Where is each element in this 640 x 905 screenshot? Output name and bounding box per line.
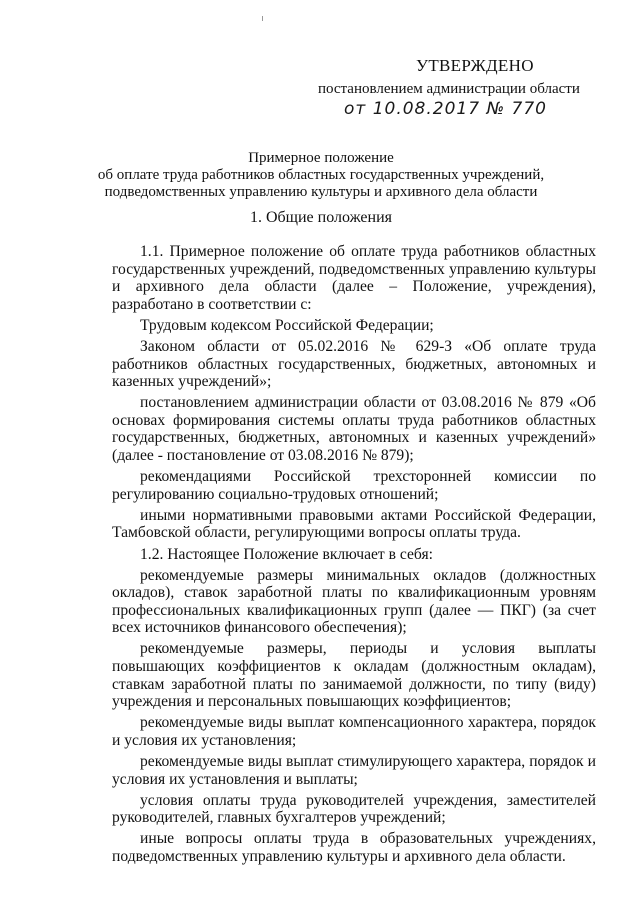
approval-stamp <box>318 56 618 120</box>
paragraph: постановлением администрации области от 03.08.2016 № 879 «Об основах формирования системы оплаты труда работников областных государственных, бюджетных, автономных и казенных учреждений» (далее - постановление от 03.08.2016 № 879); <box>112 394 596 465</box>
paragraph: рекомендуемые размеры минимальных окладов (должностных окладов), ставок заработной платы по квалификационным уровням профессиональных квалификационных групп (далее — ПКГ) (за счет всех источников финансового обеспечения); <box>112 566 596 637</box>
document-body <box>112 243 596 869</box>
title-line-2: об оплате труда работников областных государственных учреждений, <box>97 167 545 183</box>
document-title <box>60 150 582 201</box>
approved-heading: УТВЕРЖДЕНО <box>416 56 534 75</box>
paragraph: рекомендуемые виды выплат компенсационного характера, порядок и условия их установления; <box>112 714 596 749</box>
paragraph: рекомендуемые размеры, периоды и условия выплаты повышающих коэффициентов к окладам (должностным окладам), ставкам заработной платы по занимаемой должности, по типу (виду) учреждения и персональных повышающих коэффициентов; <box>112 640 596 711</box>
paragraph: условия оплаты труда руководителей учреждения, заместителей руководителей, главных бухгалтеров учреждений; <box>112 791 596 827</box>
title-line-1: Примерное положение <box>248 150 394 166</box>
paragraph: 1.2. Настоящее Положение включает в себя: <box>140 545 433 563</box>
scan-mark <box>262 16 263 21</box>
title-line-3: подведомственных управлению культуры и архивного дела области <box>104 184 538 200</box>
decree-line: постановлением администрации области <box>318 81 580 97</box>
paragraph: иными нормативными правовыми актами Российской Федерации, Тамбовской области, регулирующими вопросы оплаты труда. <box>112 506 596 542</box>
paragraph: иные вопросы оплаты труда в образовательных учреждениях, подведомственных управлению культуры и архивного дела области. <box>112 830 596 865</box>
paragraph: Трудовым кодексом Российской Федерации; <box>140 316 434 334</box>
section-heading: 1. Общие положения <box>249 209 393 226</box>
paragraph: рекомендациями Российской трехсторонней комиссии по регулированию социально-трудовых отношений; <box>112 468 596 503</box>
paragraph: 1.1. Примерное положение об оплате труда работников областных государственных учреждений, подведомственных управлению культуры и архивного дела области (далее – Положение, учреждения), разработано в соответствии с: <box>112 243 596 313</box>
paragraph: рекомендуемые виды выплат стимулирующего характера, порядок и условия их установления и выплаты; <box>112 753 596 788</box>
paragraph: Законом области от 05.02.2016 № 629-З «Об оплате труда работников областных государственных, бюджетных, автономных и казенных учреждений»; <box>112 337 596 391</box>
handwritten-date-number: от 10.08.2017 № 770 <box>344 99 547 119</box>
